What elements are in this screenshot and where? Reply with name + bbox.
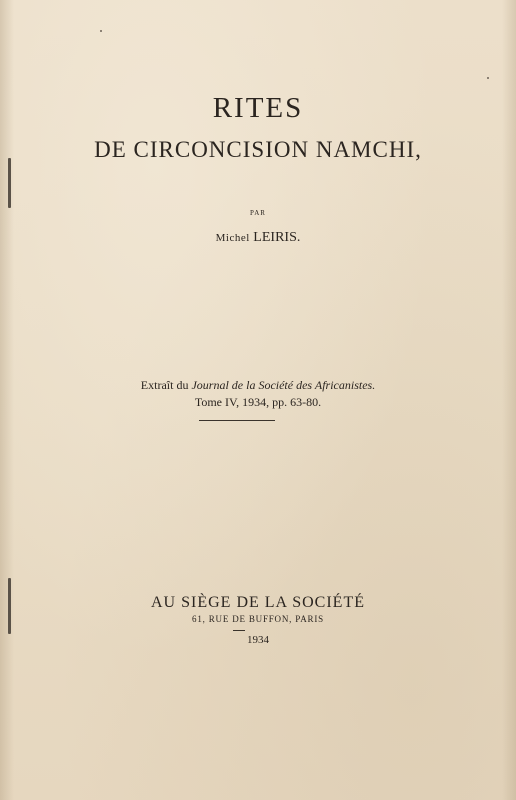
- paper-speck: [100, 30, 102, 32]
- author-name: [0, 229, 516, 247]
- title-line-1: RITES: [212, 92, 304, 124]
- tome-line: Tome IV, 1934, pp. 63-80.: [194, 395, 322, 409]
- publisher-address: 61, RUE DE BUFFON, PARIS: [192, 614, 324, 624]
- year-dash: [233, 630, 245, 631]
- separator-rule: [199, 420, 275, 421]
- title-line-2: DE CIRCONCISION NAMCHI,: [94, 137, 422, 162]
- paper-speck: [487, 77, 489, 79]
- extract-prefix: Extraît du: [140, 378, 189, 392]
- publication-year: 1934: [247, 634, 269, 646]
- author-first-name: Michel: [215, 232, 250, 244]
- author-last-name: LEIRIS.: [253, 230, 301, 245]
- journal-title: Journal de la Société des Africanistes.: [191, 378, 376, 392]
- extract-line: [0, 378, 516, 393]
- byline-par: PAR: [250, 209, 266, 217]
- publisher-name: AU SIÈGE DE LA SOCIÉTÉ: [151, 594, 365, 611]
- staple-top: [8, 158, 11, 208]
